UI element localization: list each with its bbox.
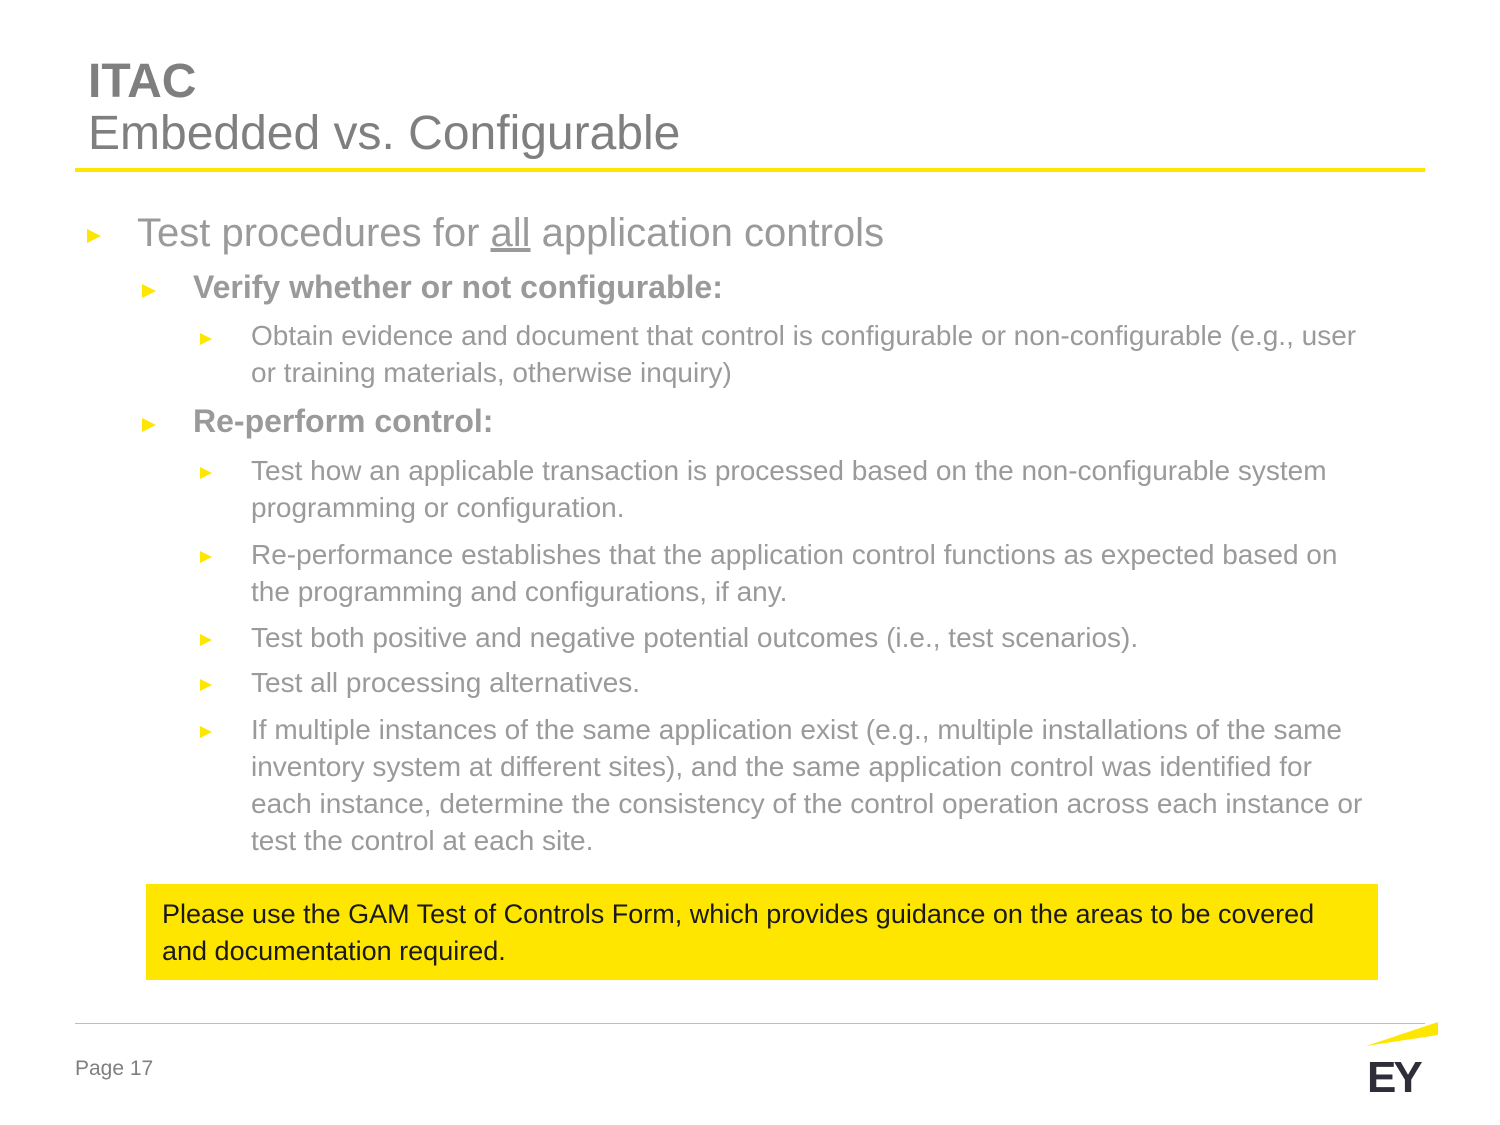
callout-text: Please use the GAM Test of Controls Form, which provides guidance on the areas to be covered and documentation required. — [162, 899, 1315, 966]
title-subtitle: Embedded vs. Configurable — [88, 107, 681, 160]
reperform-item: Test both positive and negative potential outcomes (i.e., test scenarios). — [251, 622, 1139, 653]
bullet-arrow-icon — [200, 679, 212, 691]
reperform-item: Test all processing alternatives. — [251, 667, 641, 698]
title-main: ITAC — [88, 55, 197, 108]
bullet-level1-underlined: all — [490, 211, 531, 255]
callout-box — [146, 884, 1378, 980]
bullet-arrow-icon — [200, 551, 212, 563]
reperform-item: Re-performance establishes that the application control functions as expected based on the programming and configurations, if any. — [251, 539, 1338, 607]
bullet-arrow-icon — [142, 418, 156, 432]
title-divider — [75, 168, 1425, 172]
bullet-arrow-icon — [200, 726, 212, 738]
bullet-arrow-icon — [87, 229, 101, 243]
footer-divider — [75, 1023, 1425, 1024]
bullet-arrow-icon — [200, 634, 212, 646]
ey-logo-beam — [1366, 1022, 1438, 1046]
bullet-arrow-icon — [200, 467, 212, 479]
page-number: Page 17 — [75, 1057, 154, 1080]
verify-item: Obtain evidence and document that control is configurable or non-configurable (e.g., user or training materials, otherwise inquiry) — [251, 320, 1357, 388]
ey-logo-text: EY — [1367, 1053, 1420, 1094]
reperform-heading: Re-perform control: — [193, 403, 494, 439]
bullet-level1-post: application controls — [530, 211, 885, 255]
bullet-arrow-icon — [200, 333, 212, 345]
bullet-arrow-icon — [142, 284, 156, 298]
bullet-level1 — [137, 210, 884, 256]
bullet-level1-pre: Test procedures for — [137, 211, 491, 255]
slide-title — [88, 56, 680, 160]
verify-heading: Verify whether or not configurable: — [193, 269, 723, 305]
reperform-item: Test how an applicable transaction is processed based on the non-configurable system programming or configuration. — [251, 455, 1327, 523]
reperform-item: If multiple instances of the same application exist (e.g., multiple installations of the same inventory system at different sites), and the same application control was identified for each instance, determine the consistency of the control operation across each instance or test the control at each site. — [251, 714, 1363, 856]
ey-logo — [1366, 1022, 1440, 1094]
